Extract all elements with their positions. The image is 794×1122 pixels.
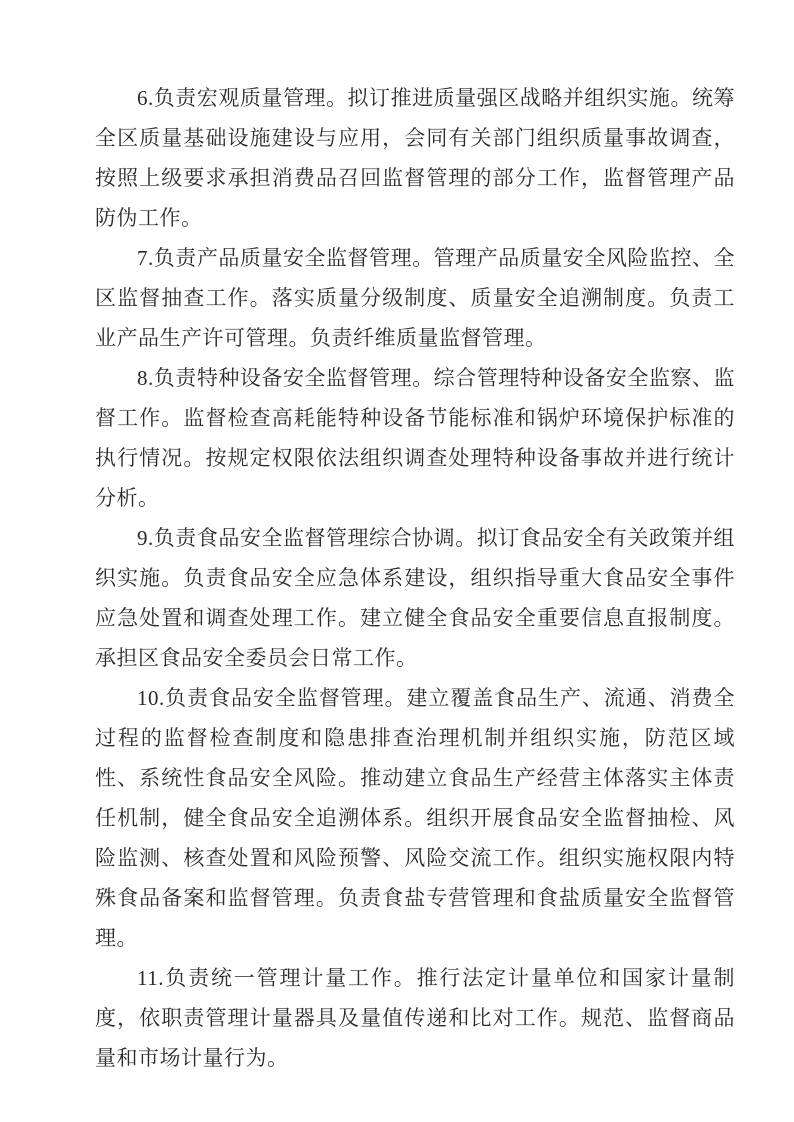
paragraph-duty-8: 8.负责特种设备安全监督管理。综合管理特种设备安全监察、监督工作。监督检查高耗能特种设备节能标准和锅炉环境保护标准的执行情况。按规定权限依法组织调查处理特种设备事故并进行统计分析。 (95, 366, 735, 510)
document-body (95, 78, 735, 1078)
paragraph-duty-10: 10.负责食品安全监督管理。建立覆盖食品生产、流通、消费全过程的监督检查制度和隐患排查治理机制并组织实施，防范区域性、系统性食品安全风险。推动建立食品生产经营主体落实主体责任机制，健全食品安全追溯体系。组织开展食品安全监督抽检、风险监测、核查处置和风险预警、风险交流工作。组织实施权限内特殊食品备案和监督管理。负责食盐专营管理和食盐质量安全监督管理。 (95, 686, 735, 950)
paragraph-duty-9: 9.负责食品安全监督管理综合协调。拟订食品安全有关政策并组织实施。负责食品安全应急体系建设，组织指导重大食品安全事件应急处置和调查处理工作。建立健全食品安全重要信息直报制度。承担区食品安全委员会日常工作。 (95, 526, 735, 670)
paragraph-duty-11: 11.负责统一管理计量工作。推行法定计量单位和国家计量制度，依职责管理计量器具及量值传递和比对工作。规范、监督商品量和市场计量行为。 (95, 966, 735, 1070)
paragraph-duty-6: 6.负责宏观质量管理。拟订推进质量强区战略并组织实施。统筹全区质量基础设施建设与应用，会同有关部门组织质量事故调查，按照上级要求承担消费品召回监督管理的部分工作，监督管理产品防伪工作。 (95, 86, 735, 230)
paragraph-duty-7: 7.负责产品质量安全监督管理。管理产品质量安全风险监控、全区监督抽查工作。落实质量分级制度、质量安全追溯制度。负责工业产品生产许可管理。负责纤维质量监督管理。 (95, 246, 735, 350)
